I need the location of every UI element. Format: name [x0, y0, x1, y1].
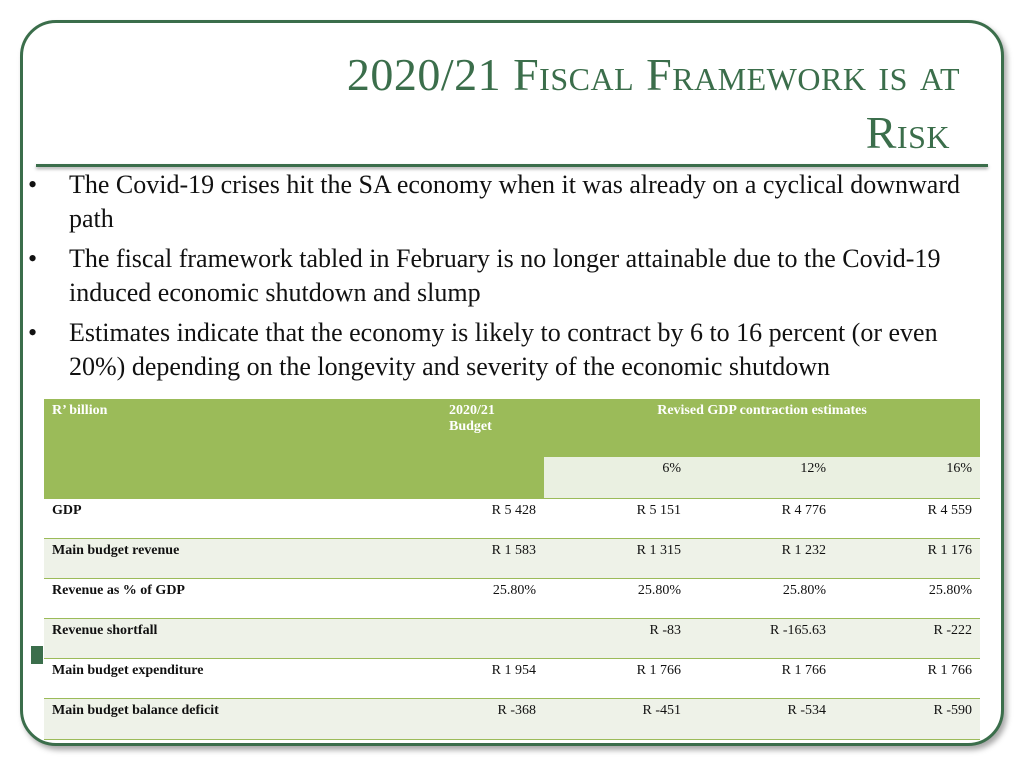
cell-12: R -165.63 [689, 618, 834, 658]
bullet-icon: • [28, 244, 38, 273]
table-row [44, 658, 980, 698]
bullet-list [28, 168, 1000, 390]
bullet-text: The fiscal framework tabled in February is no longer attainable due to the Covid-19 induced economic shutdown and slump [69, 244, 941, 307]
row-label: Main budget revenue [44, 538, 441, 578]
title-divider [36, 164, 988, 167]
bullet-item [28, 242, 1000, 310]
cell-budget: R -368 [441, 698, 544, 739]
cell-16: R 1 766 [834, 658, 980, 698]
row-label: Revenue as % of GDP [44, 578, 441, 618]
header-scenario-16: 16% [834, 457, 980, 498]
table-row [44, 498, 980, 538]
table-header-row [44, 399, 980, 457]
bullet-text: The Covid-19 crises hit the SA economy when it was already on a cyclical downward path [69, 170, 960, 233]
row-label: GDP [44, 498, 441, 538]
header-budget-year: 2020/21 [449, 403, 495, 418]
table-row [44, 618, 980, 658]
bullet-text: Estimates indicate that the economy is likely to contract by 6 to 16 percent (or even 20%) depending on the longevity and severity of the economic shutdown [69, 318, 938, 381]
header-scenario-6: 6% [544, 457, 689, 498]
cell-budget: 25.80% [441, 578, 544, 618]
cell-12: R 1 766 [689, 658, 834, 698]
cell-16: R 4 559 [834, 498, 980, 538]
slide-title [120, 46, 960, 162]
cell-12: R -534 [689, 698, 834, 739]
cell-16: R 1 176 [834, 538, 980, 578]
header-budget [441, 399, 544, 498]
bullet-item [28, 316, 1000, 384]
cell-12: 25.80% [689, 578, 834, 618]
table-row [44, 538, 980, 578]
cell-12: R 1 232 [689, 538, 834, 578]
table-row [44, 578, 980, 618]
cell-6: R -451 [544, 698, 689, 739]
cell-budget: R 5 428 [441, 498, 544, 538]
row-label: Main budget expenditure [44, 658, 441, 698]
fiscal-table [44, 399, 980, 740]
row-label: Revenue shortfall [44, 618, 441, 658]
cell-16: R -590 [834, 698, 980, 739]
cell-budget: R 1 583 [441, 538, 544, 578]
header-scenario-12: 12% [689, 457, 834, 498]
table-row [44, 698, 980, 739]
cell-16: 25.80% [834, 578, 980, 618]
cell-6: 25.80% [544, 578, 689, 618]
cell-6: R 1 315 [544, 538, 689, 578]
header-unit: R’ billion [44, 399, 441, 498]
decorative-marker [31, 646, 43, 664]
bullet-item [28, 168, 1000, 236]
cell-16: R -222 [834, 618, 980, 658]
header-revised: Revised GDP contraction estimates [544, 399, 980, 457]
header-budget-label: Budget [449, 419, 492, 434]
cell-6: R 5 151 [544, 498, 689, 538]
row-label: Main budget balance deficit [44, 698, 441, 739]
cell-6: R -83 [544, 618, 689, 658]
cell-6: R 1 766 [544, 658, 689, 698]
title-line-2: Risk [865, 107, 950, 158]
bullet-icon: • [28, 318, 38, 347]
bullet-icon: • [28, 170, 38, 199]
cell-budget: R 1 954 [441, 658, 544, 698]
title-line-1: 2020/21 Fiscal Framework is at [346, 49, 960, 100]
cell-budget [441, 618, 544, 658]
cell-12: R 4 776 [689, 498, 834, 538]
